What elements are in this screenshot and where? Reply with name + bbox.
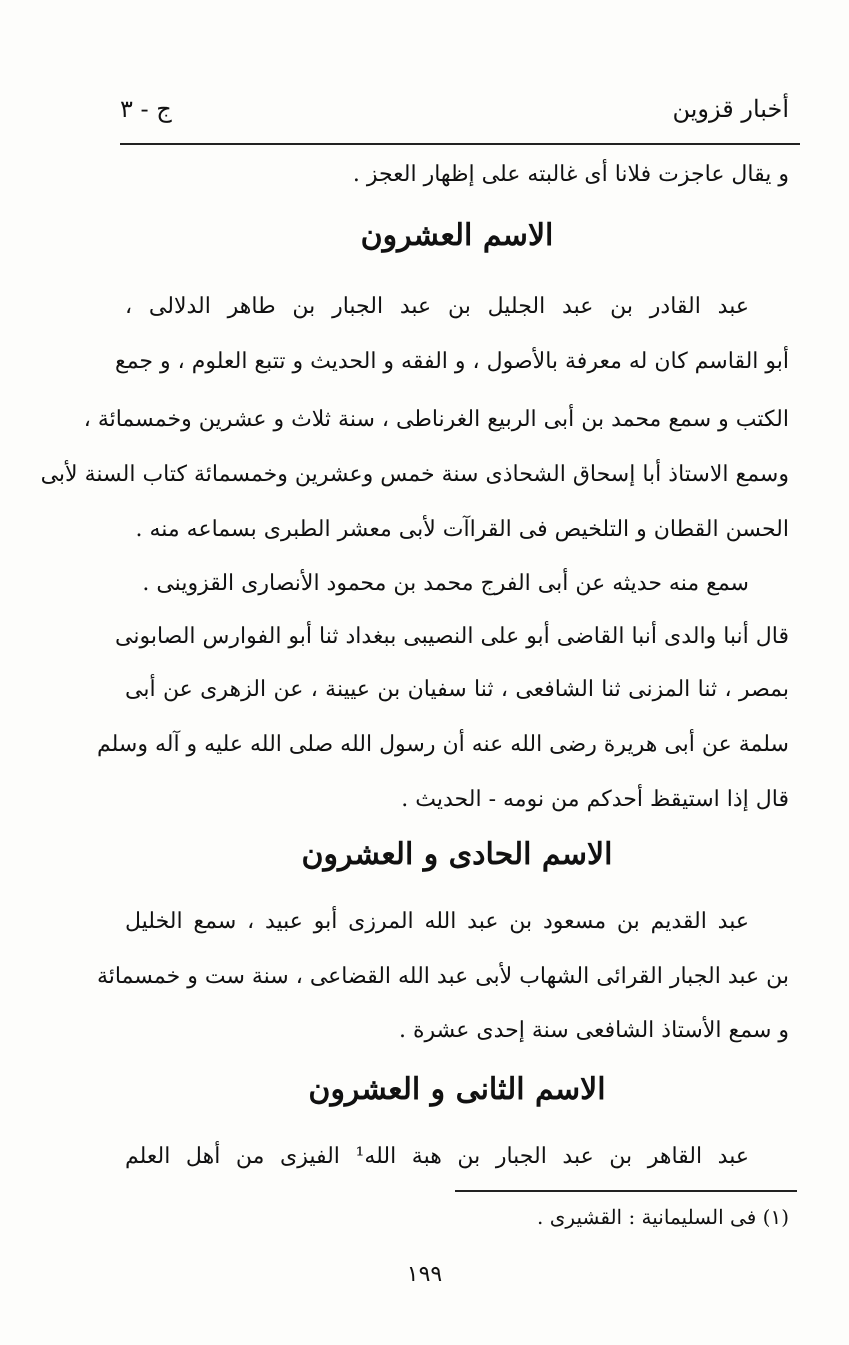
section-heading: الاسم الثانى و العشرون [308,1072,606,1107]
page-number: ١٩٩ [406,1262,443,1287]
text-line: وسمع الاستاذ أبا إسحاق الشحاذى سنة خمس وعشرين وخمسمائة كتاب السنة لأبى [40,462,789,487]
text-line: عبد القاهر بن عبد الجبار بن هبة الله¹ الفيزى من أهل العلم [125,1144,749,1169]
volume-label: ج - ٣ [120,95,172,123]
running-title: أخبار قزوين [672,95,789,123]
text-line: عبد القديم بن مسعود بن عبد الله المرزى أبو عبيد ، سمع الخليل [125,909,749,934]
text-line: بمصر ، ثنا المزنى ثنا الشافعى ، ثنا سفيان بن عيينة ، عن الزهرى عن أبى [125,677,789,702]
header-rule [120,143,800,145]
section-heading: الاسم الحادى و العشرون [301,837,613,872]
text-line: سمع منه حديثه عن أبى الفرج محمد بن محمود الأنصارى القزوينى . [142,571,749,596]
section-heading: الاسم العشرون [360,218,554,253]
text-line: الحسن القطان و التلخيص فى القراآت لأبى معشر الطبرى بسماعه منه . [135,517,789,542]
text-line: عبد القادر بن عبد الجليل بن عبد الجبار بن طاهر الدلالى ، [125,294,749,319]
text-line: قال أنبا والدى أنبا القاضى أبو على النصيبى ببغداد ثنا أبو الفوارس الصابونى [115,624,789,649]
text-line: سلمة عن أبى هريرة رضى الله عنه أن رسول الله صلى الله عليه و آله وسلم [96,732,789,757]
text-line: بن عبد الجبار القرائى الشهاب لأبى عبد الله القضاعى ، سنة ست و خمسمائة [96,964,789,989]
footnote: (١) فى السليمانية : القشيرى . [537,1205,789,1229]
text-line: قال إذا استيقظ أحدكم من نومه - الحديث . [401,787,789,812]
text-line: و سمع الأستاذ الشافعى سنة إحدى عشرة . [398,1018,789,1043]
text-line: أبو القاسم كان له معرفة بالأصول ، و الفقه و الحديث و تتبع العلوم ، و جمع [115,349,789,374]
text-line: و يقال عاجزت فلانا أى غالبته على إظهار العجز . [352,162,789,187]
text-line: الكتب و سمع محمد بن أبى الربيع الغرناطى ، سنة ثلاث و عشرين وخمسمائة ، [83,407,789,432]
footnote-rule [455,1190,797,1192]
